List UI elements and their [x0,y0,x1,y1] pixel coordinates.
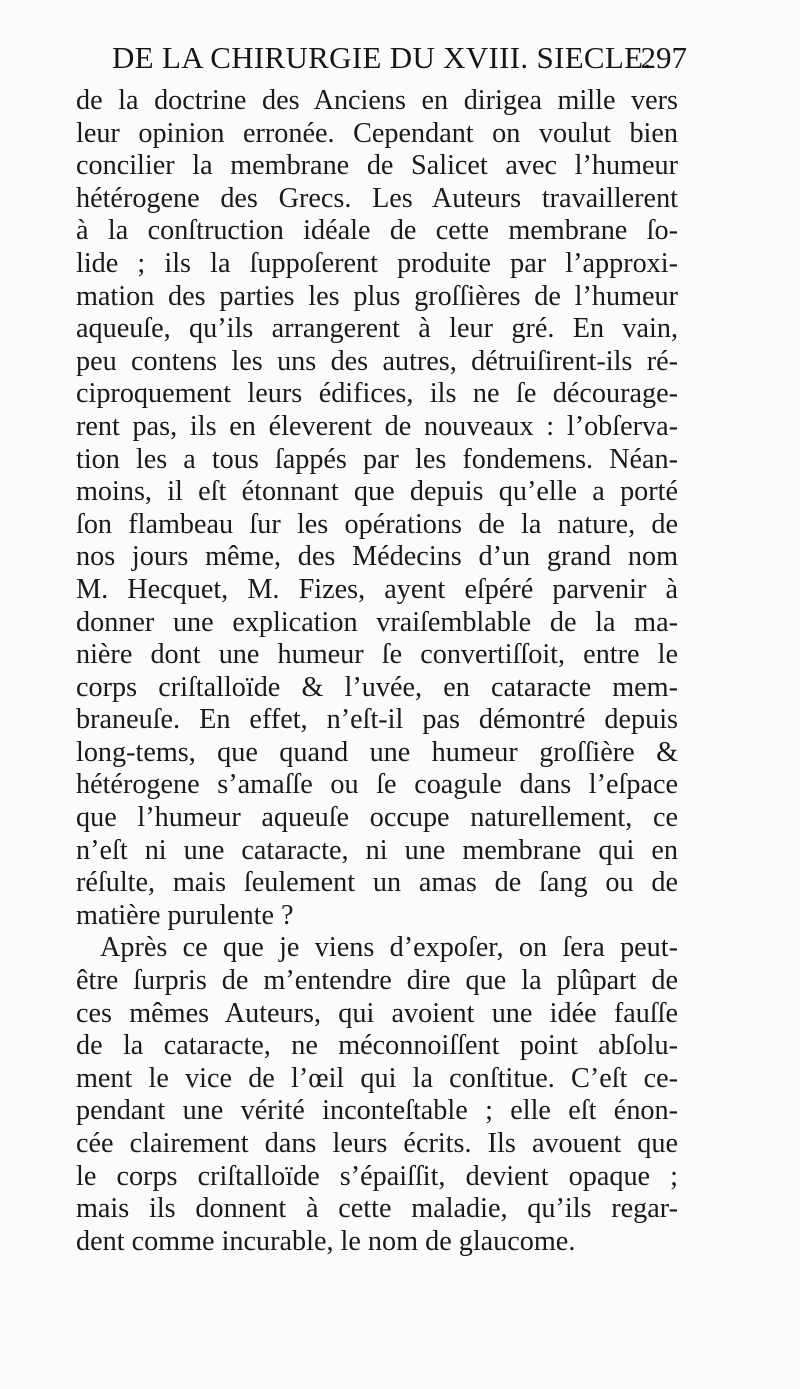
text-line: mais ils donnent à cette maladie, qu’ils regar- [76,1193,678,1225]
text-line: donner une explication vraiſemblable de la ma- [76,606,678,638]
text-line: hétérogene des Grecs. Les Auteurs travaillerent [76,182,678,214]
text-line: pendant une vérité inconteſtable ; elle eſt énon- [76,1095,678,1127]
text-line: rent pas, ils en éleverent de nouveaux : l’obſerva- [76,410,678,442]
text-line: M. Hecquet, M. Fizes, ayent eſpéré parvenir à [76,573,678,605]
text-line: lide ; ils la ſuppoſerent produite par l’approxi- [76,247,678,279]
text-line: ciproquement leurs édifices, ils ne ſe décourage- [76,378,678,410]
page-header [112,40,687,88]
text-line: réſulte, mais ſeulement un amas de ſang ou de [76,867,678,899]
text-line: nière dont une humeur ſe convertiſſoit, entre le [76,639,678,671]
text-line: ſon flambeau ſur les opérations de la nature, de [76,508,678,540]
paragraph-end-line: matière purulente ? [76,899,294,931]
text-line: aqueuſe, qu’ils arrangerent à leur gré. En vain, [76,313,678,345]
text-line: tion les a tous ſappés par les fondemens. Néan- [76,443,678,475]
body-text [76,85,678,1258]
text-line: corps criſtalloïde & l’uvée, en cataracte mem- [76,671,678,703]
text-line: hétérogene s’amaſſe ou ſe coagule dans l’eſpace [76,769,678,801]
text-line: cée clairement dans leurs écrits. Ils avouent que [76,1128,678,1159]
text-line: moins, il eſt étonnant que depuis qu’elle a porté [76,476,678,508]
text-line: dent comme incurable, le nom de glaucome. [76,1225,576,1257]
text-line: long-tems, que quand une humeur groſſière & [76,736,678,768]
text-line: n’eſt ni une cataracte, ni une membrane qui en [76,834,678,866]
text-line: à la conſtruction idéale de cette membrane ſo- [76,215,678,247]
text-line: ment le vice de l’œil qui la conſtitue. C’eſt ce- [76,1062,678,1094]
text-line: nos jours même, des Médecins d’un grand nom [76,541,678,573]
text-line: de la doctrine des Anciens en dirigea mille vers [76,85,678,116]
text-line: peu contens les uns des autres, détruiſirent-ils ré- [76,345,678,377]
text-line: leur opinion erronée. Cependant on voulut bien [76,117,678,149]
text-line: ces mêmes Auteurs, qui avoient une idée fauſſe [76,997,678,1029]
text-line: le corps criſtalloïde s’épaiſſit, devient opaque ; [76,1160,678,1192]
page-number: 297 [640,40,687,75]
text-line: que l’humeur aqueuſe occupe naturellement, ce [76,802,678,834]
text-line: de la cataracte, ne méconnoiſſent point abſolu- [76,1030,678,1062]
text-line: braneuſe. En effet, n’eſt-il pas démontré depuis [76,704,678,736]
text-line: être ſurpris de m’entendre dire que la plûpart de [76,965,678,997]
text-line: mation des parties les plus groſſières de l’humeur [76,280,678,312]
paragraph-start-line: Après ce que je viens d’expoſer, on ſera peut- [100,932,678,964]
running-head: DE LA CHIRURGIE DU XVIII. SIECLE. [112,40,652,75]
text-line: concilier la membrane de Salicet avec l’humeur [76,150,678,182]
